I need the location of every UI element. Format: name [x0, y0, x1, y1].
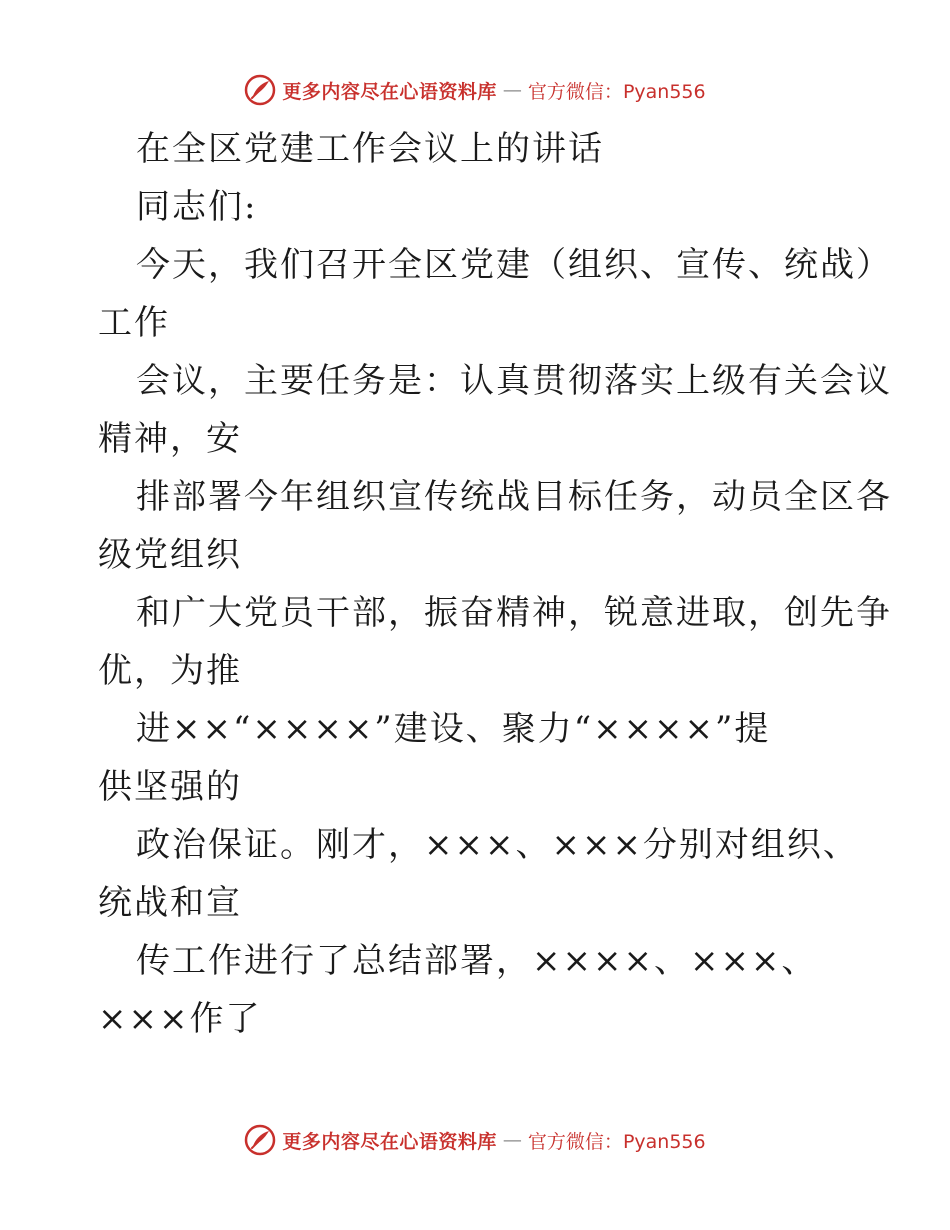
text-line: 同志们: [136, 187, 258, 227]
quill-logo-icon [244, 1124, 276, 1156]
document-title: 在全区党建工作会议上的讲话 [136, 129, 604, 169]
text-line: 政治保证。刚才，×××、×××分别对组织、 [136, 825, 859, 865]
banner-wechat-id: Pyan556 [622, 80, 706, 103]
text-line: 今天，我们召开全区党建（组织、宣传、统战） [136, 245, 892, 285]
banner-wechat-id: Pyan556 [622, 1130, 706, 1153]
quill-logo-icon [244, 74, 276, 106]
banner-inner [244, 1124, 705, 1156]
text-line: 工作 [98, 303, 170, 343]
banner-wechat-label: 官方微信： [527, 1130, 623, 1153]
text-line: 统战和宣 [98, 883, 242, 923]
text-line: 排部署今年组织宣传统战目标任务，动员全区各 [136, 477, 892, 517]
banner-inner [244, 74, 705, 106]
text-line: 进××“××××”建设、聚力“××××”提 [136, 709, 771, 749]
banner-wechat-label: 官方微信： [527, 80, 623, 103]
text-line: 会议，主要任务是：认真贯彻落实上级有关会议 [136, 361, 892, 401]
text-line: 优，为推 [98, 651, 242, 691]
text-line: 精神，安 [98, 419, 242, 459]
text-line: 供坚强的 [98, 767, 242, 807]
text-line: 级党组织 [98, 535, 242, 575]
banner-wechat [528, 77, 706, 104]
banner-wechat [528, 1127, 706, 1154]
banner-title: 更多内容尽在心语资料库 [282, 1130, 497, 1153]
banner-separator: — [502, 79, 522, 101]
document-body [98, 120, 892, 1048]
banner-separator: — [502, 1129, 522, 1151]
text-line: ×××作了 [98, 999, 262, 1039]
text-line: 传工作进行了总结部署，××××、×××、 [136, 941, 818, 981]
text-line: 和广大党员干部，振奋精神，锐意进取，创先争 [136, 593, 892, 633]
banner-title: 更多内容尽在心语资料库 [282, 80, 497, 103]
header-watermark-banner [0, 70, 950, 110]
footer-watermark-banner [0, 1120, 950, 1160]
